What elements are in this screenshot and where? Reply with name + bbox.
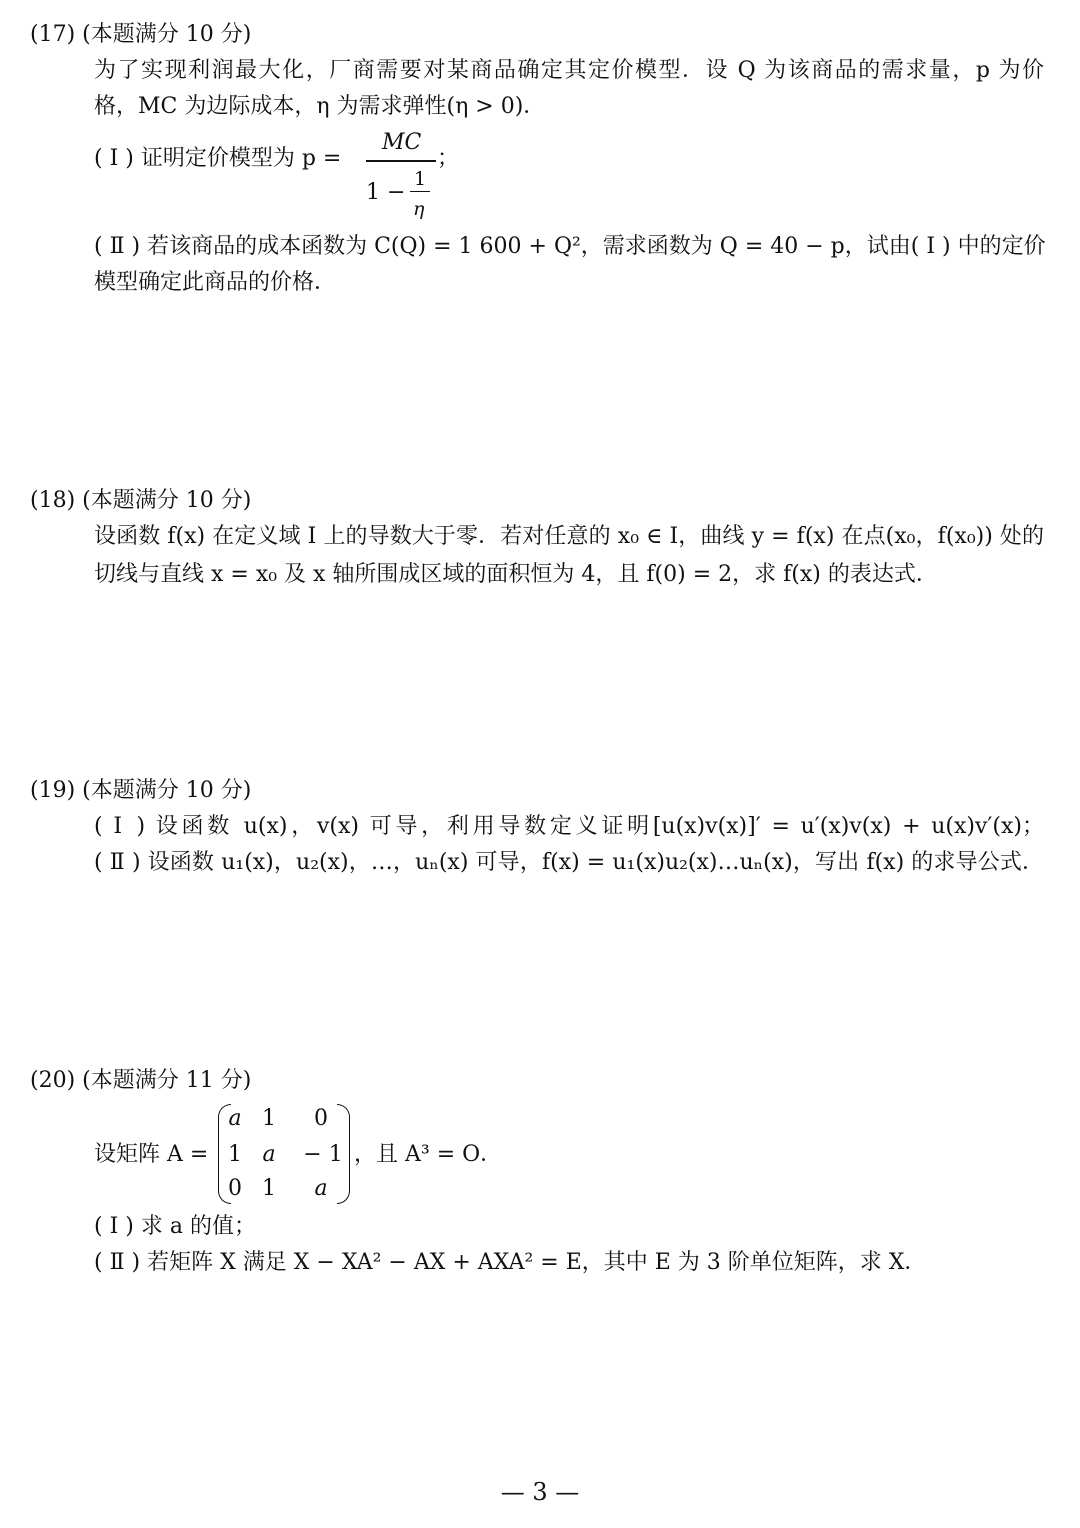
- page-number: — 3 —: [500, 1478, 580, 1506]
- q17-line2: 格，MC 为边际成本，η 为需求弹性(η > 0)．: [94, 94, 546, 119]
- q18-line1: 设函数 f(x) 在定义域 I 上的导数大于零．若对任意的 x₀ ∈ I，曲线 y = f(x) 在点(x₀，f(x₀)) 处的: [94, 524, 1044, 549]
- q20-part2: ( Ⅱ ) 若矩阵 X 满足 X − XA² − AX + AXA² = E，其中 E 为 3 阶单位矩阵，求 X．: [94, 1250, 927, 1275]
- matrix-cell: 1: [262, 1106, 276, 1131]
- q18-header: (18) (本题满分 10 分): [30, 488, 252, 513]
- q17-line1: 为了实现利润最大化，厂商需要对某商品确定其定价模型．设 Q 为该商品的需求量，p 为价: [94, 58, 1044, 83]
- q17-part2-line1: ( Ⅱ ) 若该商品的成本函数为 C(Q) = 1 600 + Q²，需求函数为 Q = 40 − p，试由( Ⅰ ) 中的定价: [94, 234, 1046, 259]
- matrix-cell: 0: [228, 1176, 242, 1201]
- q20-matrix-a: [218, 1104, 350, 1206]
- q18-line2: 切线与直线 x = x₀ 及 x 轴所围成区域的面积恒为 4，且 f(0) = 2，求 f(x) 的表达式．: [94, 562, 938, 587]
- q20-header: (20) (本题满分 11 分): [30, 1068, 252, 1093]
- matrix-cell: a: [262, 1142, 276, 1167]
- q19-part2: ( Ⅱ ) 设函数 u₁(x)，u₂(x)，…，uₙ(x) 可导，f(x) = u₁(x)u₂(x)…uₙ(x)，写出 f(x) 的求导公式．: [94, 850, 1044, 875]
- q20-matrix-prefix: 设矩阵 A =: [94, 1142, 209, 1167]
- q20-matrix-suffix: ，且 A³ = O．: [354, 1142, 503, 1167]
- q19-part1: ( Ⅰ ) 设函数 u(x)，v(x) 可导，利用导数定义证明[u(x)v(x)]′ = u′(x)v(x) + u(x)v′(x)；: [94, 814, 1044, 839]
- q20-part1: ( Ⅰ ) 求 a 的值；: [94, 1214, 256, 1239]
- q17-header: (17) (本题满分 10 分): [30, 22, 252, 47]
- q17-frac-numerator: MC: [382, 130, 422, 155]
- q17-frac-inner-num: 1: [414, 168, 427, 190]
- matrix-cell: 1: [262, 1176, 276, 1201]
- matrix-cell: a: [314, 1176, 328, 1201]
- q17-part1-prefix: ( Ⅰ ) 证明定价模型为 p =: [94, 146, 342, 171]
- matrix-cell: 1: [228, 1142, 242, 1167]
- matrix-cell: a: [228, 1106, 242, 1131]
- q19-header: (19) (本题满分 10 分): [30, 778, 252, 803]
- q17-part1-suffix: ；: [437, 146, 460, 171]
- matrix-cell: 0: [314, 1106, 328, 1131]
- q17-frac-den-lead: 1 −: [366, 180, 406, 205]
- q17-part2-line2: 模型确定此商品的价格．: [94, 270, 337, 295]
- q17-frac-inner-bar: [410, 191, 430, 192]
- q17-frac-inner-den: η: [413, 198, 425, 220]
- q17-frac-bar: [366, 160, 436, 162]
- matrix-cell: − 1: [303, 1142, 343, 1167]
